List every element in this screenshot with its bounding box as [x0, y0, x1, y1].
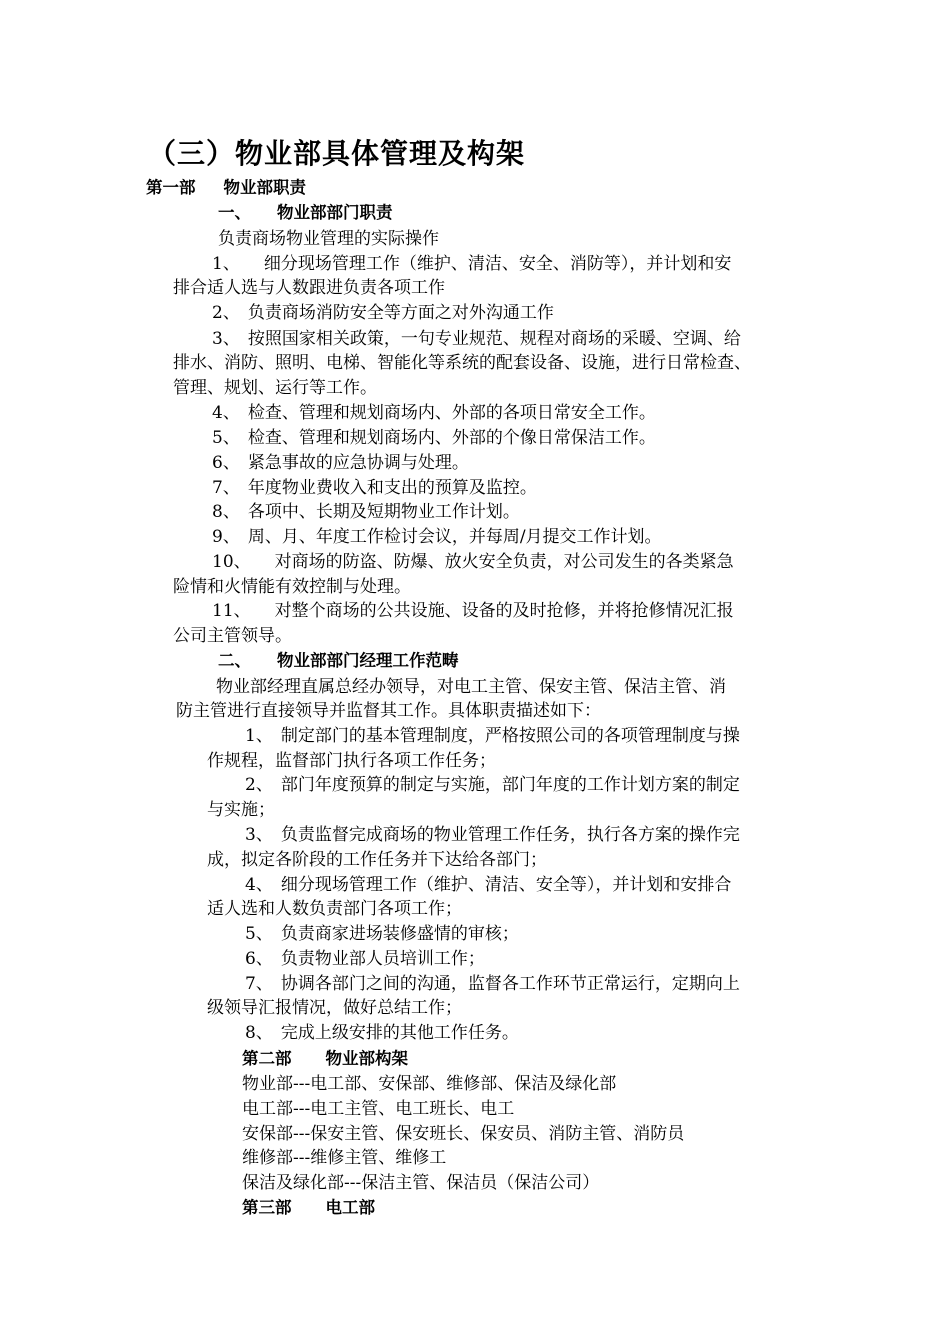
- list-item: 1、 细分现场管理工作（维护、清洁、安全、消防等），并计划和安: [212, 254, 732, 274]
- part3-heading-label: 第三部: [242, 1198, 292, 1217]
- list-item-cont: 排水、消防、照明、电梯、智能化等系统的配套设备、设施，进行日常检查、: [173, 353, 751, 373]
- part1-heading-label: 第一部: [146, 178, 196, 197]
- list-item-cont: 成，拟定各阶段的工作任务并下达给各部门；: [207, 850, 547, 870]
- document-title: （三）物业部具体管理及构架: [148, 137, 526, 170]
- list-item: 8、 各项中、长期及短期物业工作计划。: [212, 502, 520, 522]
- list-item-cont: 管理、规划、运行等工作。: [173, 378, 377, 398]
- list-item: 6、 紧急事故的应急协调与处理。: [212, 453, 469, 473]
- list-item: 3、 负责监督完成商场的物业管理工作任务，执行各方案的操作完: [245, 825, 740, 845]
- list-item: 4、 检查、管理和规划商场内、外部的各项日常安全工作。: [212, 403, 656, 423]
- list-item-cont: 作规程，监督部门执行各项工作任务；: [207, 751, 496, 771]
- list-item-cont: 排合适人选与人数跟进负责各项工作: [173, 278, 445, 298]
- list-item: 6、 负责物业部人员培训工作；: [245, 949, 485, 969]
- list-item: 5、 负责商家进场装修盛情的审核；: [245, 924, 519, 944]
- structure-line: 维修部---维修主管、维修工: [242, 1148, 447, 1168]
- list-item-cont: 公司主管领导。: [173, 626, 292, 646]
- list-item: 2、 部门年度预算的制定与实施，部门年度的工作计划方案的制定: [245, 775, 740, 795]
- section1-num: 一、: [218, 203, 251, 222]
- list-item: 5、 检查、管理和规划商场内、外部的个像日常保洁工作。: [212, 428, 656, 448]
- list-item: 7、 年度物业费收入和支出的预算及监控。: [212, 478, 537, 498]
- part2-heading-name: 物业部构架: [325, 1049, 408, 1068]
- list-item: 10、 对商场的防盗、防爆、放火安全负责，对公司发生的各类紧急: [212, 552, 734, 572]
- list-item: 4、 细分现场管理工作（维护、清洁、安全等），并计划和安排合: [245, 875, 732, 895]
- part2-heading: [242, 1047, 408, 1071]
- list-item: 3、 按照国家相关政策，一句专业规范、规程对商场的采暖、空调、给: [212, 329, 741, 349]
- section2-num: 二、: [218, 651, 251, 670]
- list-item: 1、 制定部门的基本管理制度，严格按照公司的各项管理制度与操: [245, 726, 740, 746]
- structure-line: 安保部---保安主管、保安班长、保安员、消防主管、消防员: [242, 1124, 685, 1144]
- part1-heading-name: 物业部职责: [223, 178, 306, 197]
- list-item-cont: 级领导汇报情况，做好总结工作；: [207, 998, 462, 1018]
- section1-intro: 负责商场物业管理的实际操作: [218, 229, 439, 249]
- structure-line: 物业部---电工部、安保部、维修部、保洁及绿化部: [242, 1074, 617, 1094]
- section1-heading: [218, 201, 393, 225]
- list-item-cont: 险情和火情能有效控制与处理。: [173, 577, 411, 597]
- list-item: 9、 周、月、年度工作检讨会议，并每周/月提交工作计划。: [212, 527, 662, 547]
- structure-line: 电工部---电工主管、电工班长、电工: [242, 1099, 515, 1119]
- part2-heading-label: 第二部: [242, 1049, 292, 1068]
- section2-name: 物业部部门经理工作范畴: [277, 651, 459, 670]
- structure-line: 保洁及绿化部---保洁主管、保洁员（保洁公司）: [242, 1173, 600, 1193]
- section1-name: 物业部部门职责: [277, 203, 393, 222]
- section2-intro-cont: 防主管进行直接领导并监督其工作。具体职责描述如下：: [176, 701, 601, 721]
- part1-heading: [146, 176, 306, 200]
- part3-heading-name: 电工部: [325, 1198, 375, 1217]
- list-item: 2、 负责商场消防安全等方面之对外沟通工作: [212, 303, 554, 323]
- list-item: 11、 对整个商场的公共设施、设备的及时抢修，并将抢修情况汇报: [212, 601, 734, 621]
- list-item-cont: 适人选和人数负责部门各项工作；: [207, 899, 462, 919]
- section2-heading: [218, 649, 459, 673]
- part3-heading: [242, 1196, 375, 1220]
- list-item: 8、 完成上级安排的其他工作任务。: [245, 1023, 519, 1043]
- section2-intro: 物业部经理直属总经办领导，对电工主管、保安主管、保洁主管、消: [216, 677, 726, 697]
- list-item: 7、 协调各部门之间的沟通，监督各工作环节正常运行，定期向上: [245, 974, 740, 994]
- list-item-cont: 与实施；: [207, 800, 275, 820]
